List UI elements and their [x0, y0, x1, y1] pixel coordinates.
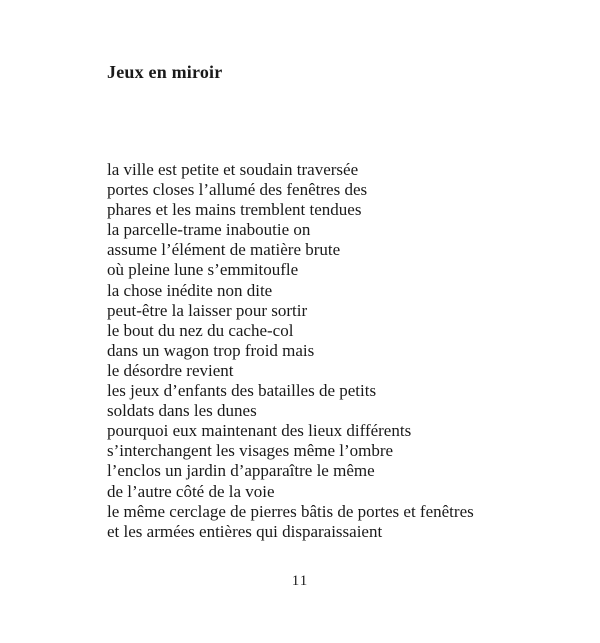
poem-line: le désordre revient: [107, 360, 234, 380]
poem-line: portes closes l’allumé des fenêtres des: [107, 180, 368, 200]
poem-line: assume l’élément de matière brute: [107, 240, 341, 260]
poem-line: l’enclos un jardin d’apparaître le même: [107, 461, 375, 481]
poem-line: pourquoi eux maintenant des lieux différents: [107, 421, 412, 441]
poem-line: et les armées entières qui disparaissaient: [107, 521, 383, 541]
poem-line: où pleine lune s’emmitoufle: [107, 260, 299, 280]
poem-line: soldats dans les dunes: [107, 401, 257, 421]
poem-body: [107, 160, 474, 542]
poem-line: le même cerclage de pierres bâtis de portes et fenêtres: [107, 501, 474, 521]
poem-line: la parcelle-trame inaboutie on: [107, 220, 311, 240]
poem-line: la chose inédite non dite: [107, 280, 273, 300]
page-number: 11: [291, 573, 309, 589]
poem-line: de l’autre côté de la voie: [107, 481, 275, 501]
poem-line: les jeux d’enfants des batailles de petits: [107, 381, 377, 401]
poem-title: Jeux en miroir: [107, 62, 223, 82]
poem-line: phares et les mains tremblent tendues: [107, 200, 362, 220]
poem-line: s’interchangent les visages même l’ombre: [107, 441, 394, 461]
poem-line: la ville est petite et soudain traversée: [107, 160, 359, 179]
poem-line: peut-être la laisser pour sortir: [107, 300, 308, 320]
poem-line: le bout du nez du cache-col: [107, 320, 294, 340]
poem-line: dans un wagon trop froid mais: [107, 340, 315, 360]
